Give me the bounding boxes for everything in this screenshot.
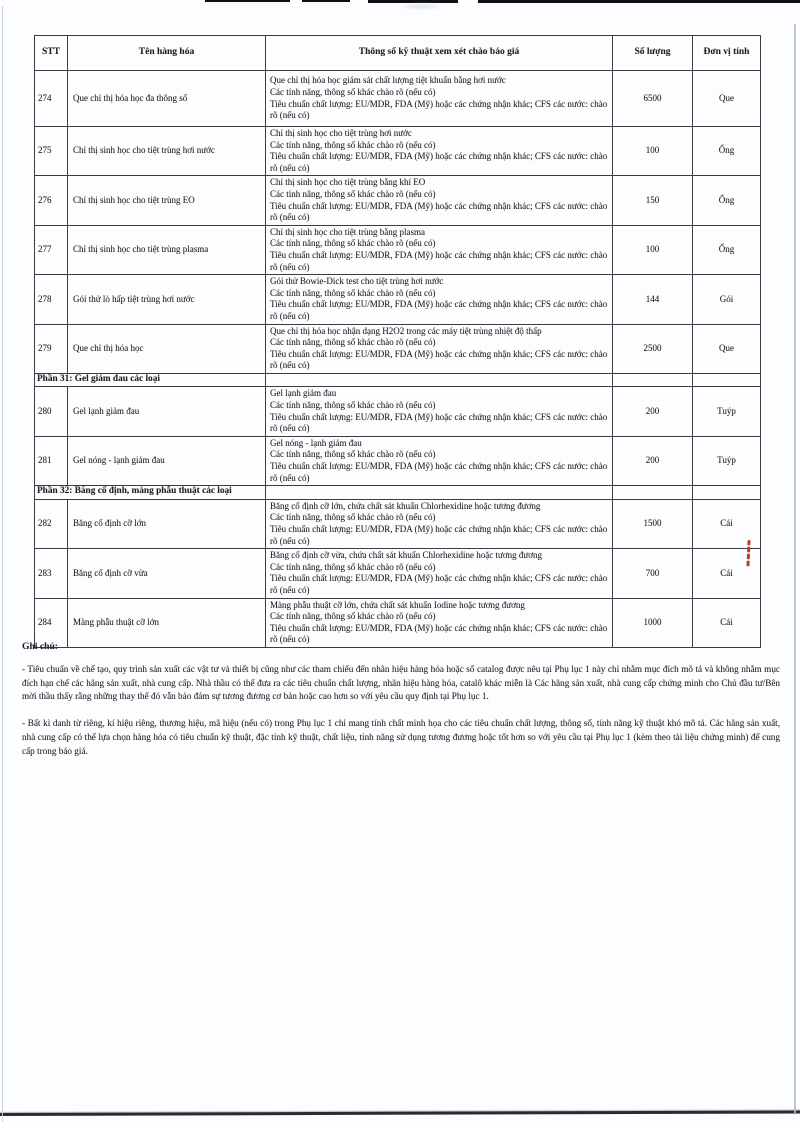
spec-line: Các tính năng, thông số khác chào rõ (nếu có) [270,512,436,523]
unit-cell: Gói [693,275,761,324]
row-number-cell: 277 [35,225,68,274]
unit-cell: Que [693,71,761,127]
quantity-cell: 2500 [613,324,693,373]
table-row [35,176,761,225]
quantity-cell: 700 [613,549,693,598]
item-specs-cell [266,275,613,324]
item-name-cell: Gel nóng - lạnh giảm đau [68,436,266,485]
scan-artifact-bottom-edge [0,1110,800,1116]
row-number-cell: 274 [35,71,68,127]
scan-artifact-smudge [398,2,446,11]
item-specs-cell [266,176,613,225]
quantity-cell: 6500 [613,71,693,127]
item-specs-cell [266,436,613,485]
quantity-cell: 100 [613,127,693,176]
row-number-cell: 279 [35,324,68,373]
item-name-cell: Que chỉ thị hóa học [68,324,266,373]
section-header-row [35,486,761,500]
section-empty-qty-cell [613,486,693,500]
spec-line: Gel lạnh giảm đau [270,388,337,399]
quantity-cell: 200 [613,387,693,436]
spec-line: Tiêu chuẩn chất lượng: EU/MDR, FDA (Mỹ) hoặc các chứng nhận khác; CFS các nước: chào rõ (nếu có) [270,249,608,272]
section-empty-specs-cell [266,373,613,387]
section-header-row [35,373,761,387]
unit-cell: Que [693,324,761,373]
spec-line: Tiêu chuẩn chất lượng: EU/MDR, FDA (Mỹ) hoặc các chứng nhận khác; CFS các nước: chào rõ (nếu có) [270,461,608,483]
table-header-row [35,36,761,71]
spec-line: Tiêu chuẩn chất lượng: EU/MDR, FDA (Mỹ) hoặc các chứng nhận khác; CFS các nước: chào rõ (nếu có) [270,200,608,223]
scan-artifact-top-edge [302,0,350,2]
item-name-cell: Que chỉ thị hóa học đa thông số [68,71,266,127]
spec-line: Tiêu chuẩn chất lượng: EU/MDR, FDA (Mỹ) hoặc các chứng nhận khác; CFS các nước: chào rõ (nếu có) [270,524,608,546]
unit-cell: Cái [693,549,761,598]
spec-line: Gel nóng - lạnh giảm đau [270,437,362,448]
col-header-unit: Đơn vị tính [693,36,761,71]
unit-cell: Tuýp [693,387,761,436]
section-empty-specs-cell [266,486,613,500]
section-label: Phần 31: Gel giảm đau các loại [35,373,266,387]
table-row [35,225,761,274]
table-row [35,436,761,485]
quantity-cell: 1500 [613,499,693,548]
item-name-cell: Màng phẫu thuật cỡ lớn [68,598,266,647]
spec-line: Tiêu chuẩn chất lượng: EU/MDR, FDA (Mỹ) hoặc các chứng nhận khác; CFS các nước: chào rõ (nếu có) [270,151,608,173]
row-number-cell: 282 [35,499,68,548]
item-name-cell: Chỉ thị sinh học cho tiệt trùng plasma [68,225,266,274]
item-specs-cell [266,387,613,436]
row-number-cell: 275 [35,127,68,176]
spec-line: Tiêu chuẩn chất lượng: EU/MDR, FDA (Mỹ) hoặc các chứng nhận khác; CFS các nước: chào rõ (nếu có) [270,573,608,595]
item-specs-cell [266,549,613,598]
table-row [35,387,761,436]
items-table [34,35,761,648]
spec-line: Tiêu chuẩn chất lượng: EU/MDR, FDA (Mỹ) hoặc các chứng nhận khác; CFS các nước: chào rõ (nếu có) [270,411,608,434]
item-name-cell: Gói thử lò hấp tiệt trùng hơi nước [68,275,266,324]
spec-line: Các tính năng, thông số khác chào rõ (nếu có) [270,611,436,622]
quantity-cell: 1000 [613,598,693,647]
table-row [35,549,761,598]
item-name-cell: Chỉ thị sinh học cho tiệt trùng EO [68,176,266,225]
section-label: Phần 32: Băng cố định, màng phẫu thuật các loại [35,486,266,500]
scan-artifact-right-edge [794,24,796,1113]
note-paragraph-1: - Tiêu chuẩn về chế tạo, quy trình sản xuất các vật tư và thiết bị cũng như các tham chiếu đến nhãn hiệu hàng hóa hoặc số catalog được nêu tại Phụ lục 1 này chỉ nhằm mục đích mô tả và không nhằm mục đích hạn chế các hãng sản xuất, nhà cung cấp. Nhà thầu có thể đưa ra các tiêu chuẩn chất lượng, nhãn hiệu hàng hóa, catalô khác miễn là Các hãng sản xuất, nhà cung cấp chứng minh cho Chủ đầu tư/Bên mời thầu thấy rằng những thay thế đó vẫn bảo đảm sự tương đương cơ bản hoặc cao hơn so với yêu cầu quy định tại Phụ lục 1. [22,664,780,702]
section-empty-unit-cell [693,486,761,500]
spec-line: Các tính năng, thông số khác chào rõ (nếu có) [270,287,436,298]
row-number-cell: 278 [35,275,68,324]
scan-artifact-top-edge [478,0,800,3]
spec-line: Tiêu chuẩn chất lượng: EU/MDR, FDA (Mỹ) hoặc các chứng nhận khác; CFS các nước: chào rõ (nếu có) [270,98,608,121]
row-number-cell: 276 [35,176,68,225]
spec-line: Que chỉ thị hóa học giám sát chất lượng tiệt khuẩn bằng hơi nước [270,75,506,86]
table-body [35,71,761,648]
unit-cell: Ống [693,127,761,176]
section-empty-qty-cell [613,373,693,387]
spec-line: Gói thử Bowie-Dick test cho tiệt trùng hơi nước [270,276,444,287]
row-number-cell: 283 [35,549,68,598]
unit-cell: Tuýp [693,436,761,485]
spec-line: Các tính năng, thông số khác chào rõ (nếu có) [270,337,436,348]
unit-cell: Cái [693,598,761,647]
row-number-cell: 284 [35,598,68,647]
item-specs-cell [266,499,613,548]
table-row [35,499,761,548]
col-header-specs: Thông số kỹ thuật xem xét chào báo giá [266,36,613,71]
item-specs-cell [266,127,613,176]
note-paragraph-2: - Bất kì danh từ riêng, kí hiệu riêng, thương hiệu, mã hiệu (nếu có) trong Phụ lục 1 chỉ mang tính chất minh họa cho các tiêu chuẩn chất lượng, thông số, tính năng kỹ thuật khó mô tả. Các hãng sản xuất, nhà cung cấp có thể lựa chọn hàng hóa có tiêu chuẩn kỹ thuật, đặc tính kỹ thuật, chất liệu, tính năng sử dụng tương đương hoặc tốt hơn so với yêu cầu tại Phụ lục 1 (kèm theo tài liệu chứng minh) để cung cấp trong báo giá. [22,718,780,756]
quantity-cell: 144 [613,275,693,324]
unit-cell: Ống [693,225,761,274]
item-specs-cell [266,225,613,274]
spec-line: Các tính năng, thông số khác chào rõ (nếu có) [270,449,436,460]
item-name-cell: Chỉ thị sinh học cho tiệt trùng hơi nước [68,127,266,176]
spec-line: Chỉ thị sinh học cho tiệt trùng hơi nước [270,128,412,138]
spec-line: Các tính năng, thông số khác chào rõ (nếu có) [270,400,436,411]
row-number-cell: 280 [35,387,68,436]
spec-line: Tiêu chuẩn chất lượng: EU/MDR, FDA (Mỹ) hoặc các chứng nhận khác; CFS các nước: chào rõ (nếu có) [270,299,608,321]
spec-line: Chỉ thị sinh học cho tiệt trùng bằng plasma [270,226,425,237]
table-row [35,127,761,176]
spec-line: Các tính năng, thông số khác chào rõ (nếu có) [270,86,436,97]
quantity-cell: 200 [613,436,693,485]
spec-line: Các tính năng, thông số khác chào rõ (nếu có) [270,561,436,572]
spec-line: Băng cố định cỡ lớn, chứa chất sát khuẩn Chlorhexidine hoặc tương đương [270,500,541,511]
spec-line: Chỉ thị sinh học cho tiệt trùng bằng khí EO [270,177,426,188]
col-header-stt: STT [35,36,68,71]
spec-line: Tiêu chuẩn chất lượng: EU/MDR, FDA (Mỹ) hoặc các chứng nhận khác; CFS các nước: chào rõ (nếu có) [270,348,608,371]
table-row [35,71,761,127]
item-specs-cell [266,324,613,373]
table-row [35,275,761,324]
scan-artifact-top-edge [205,0,290,2]
spec-line: Màng phẫu thuật cỡ lớn, chứa chất sát khuẩn Iodine hoặc tương đương [270,599,525,610]
item-name-cell: Gel lạnh giảm đau [68,387,266,436]
section-empty-unit-cell [693,373,761,387]
quantity-cell: 100 [613,225,693,274]
scan-artifact-left-edge [2,6,3,1122]
spec-line: Que chỉ thị hóa học nhận dạng H2O2 trong các máy tiệt trùng nhiệt độ thấp [270,325,542,336]
row-number-cell: 281 [35,436,68,485]
unit-cell: Cái [693,499,761,548]
notes-section [22,641,780,758]
spec-line: Băng cố định cỡ vừa, chứa chất sát khuẩn Chlorhexidine hoặc tương đương [270,550,542,561]
item-name-cell: Băng cố định cỡ lớn [68,499,266,548]
item-name-cell: Băng cố định cỡ vừa [68,549,266,598]
spec-line: Các tính năng, thông số khác chào rõ (nếu có) [270,238,436,249]
col-header-name: Tên hàng hóa [68,36,266,71]
unit-cell: Ống [693,176,761,225]
item-specs-cell [266,71,613,127]
quantity-cell: 150 [613,176,693,225]
spec-line: Tiêu chuẩn chất lượng: EU/MDR, FDA (Mỹ) hoặc các chứng nhận khác; CFS các nước: chào rõ (nếu có) [270,622,608,645]
col-header-qty: Số lượng [613,36,693,71]
notes-title: Ghi chú: [22,641,58,652]
table-row [35,324,761,373]
spec-line: Các tính năng, thông số khác chào rõ (nếu có) [270,188,436,199]
spec-line: Các tính năng, thông số khác chào rõ (nếu có) [270,139,436,150]
